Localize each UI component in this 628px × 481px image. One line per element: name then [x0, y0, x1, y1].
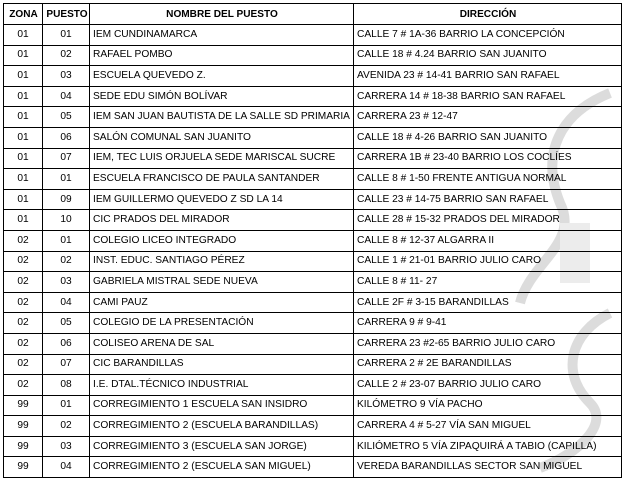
cell-nombre-text: ESCUELA FRANCISCO DE PAULA SANTANDER — [93, 172, 320, 184]
table-row — [4, 107, 622, 128]
cell-zona: 01 — [4, 66, 43, 87]
cell-direccion-text: CARRERA 1B # 23-40 BARRIO LOS COCLÍES — [357, 152, 572, 164]
cell-nombre — [90, 45, 354, 66]
cell-nombre-text: IEM CUNDINAMARCA — [93, 28, 198, 40]
cell-puesto: 01 — [43, 395, 90, 416]
table-row — [4, 66, 622, 87]
cell-direccion — [354, 457, 622, 478]
cell-direccion — [354, 395, 622, 416]
cell-nombre-text: IEM SAN JUAN BAUTISTA DE LA SALLE SD PRIMARIA — [93, 111, 350, 123]
table-row — [4, 292, 622, 313]
cell-direccion-text: CARRERA 2 # 2E BARANDILLAS — [357, 358, 512, 370]
cell-nombre-text: CORREGIMIENTO 2 (ESCUELA BARANDILLAS) — [93, 420, 319, 432]
cell-nombre — [90, 272, 354, 293]
cell-puesto: 04 — [43, 86, 90, 107]
cell-direccion-text: CALLE 2F # 3-15 BARANDILLAS — [357, 296, 509, 308]
cell-direccion — [354, 251, 622, 272]
table-row — [4, 375, 622, 396]
cell-nombre — [90, 189, 354, 210]
cell-puesto: 04 — [43, 457, 90, 478]
cell-puesto: 07 — [43, 354, 90, 375]
cell-puesto: 05 — [43, 313, 90, 334]
cell-zona: 02 — [4, 313, 43, 334]
cell-puesto: 05 — [43, 107, 90, 128]
cell-puesto: 09 — [43, 189, 90, 210]
cell-puesto: 03 — [43, 436, 90, 457]
cell-direccion-text: CALLE 7 # 1A-36 BARRIO LA CONCEPCIÓN — [357, 28, 565, 40]
cell-zona: 01 — [4, 210, 43, 231]
cell-nombre — [90, 333, 354, 354]
header-puesto: PUESTO — [43, 4, 88, 25]
polling-places-table — [3, 3, 622, 478]
table-row — [4, 210, 622, 231]
table-row — [4, 457, 622, 478]
cell-zona: 01 — [4, 148, 43, 169]
cell-direccion-text: CALLE 8 # 11- 27 — [357, 275, 438, 287]
table-row — [4, 169, 622, 190]
cell-puesto: 10 — [43, 210, 90, 231]
cell-nombre — [90, 148, 354, 169]
cell-puesto: 08 — [43, 375, 90, 396]
table-row — [4, 251, 622, 272]
cell-nombre — [90, 436, 354, 457]
table-row — [4, 127, 622, 148]
cell-nombre-text: COLISEO ARENA DE SAL — [93, 337, 215, 349]
cell-direccion — [354, 313, 622, 334]
cell-nombre — [90, 354, 354, 375]
cell-nombre — [90, 375, 354, 396]
table-row — [4, 189, 622, 210]
cell-direccion-text: CARRERA 23 # 12-47 — [357, 111, 458, 123]
cell-nombre-text: ESCUELA QUEVEDO Z. — [93, 69, 206, 81]
cell-direccion — [354, 416, 622, 437]
cell-direccion-text: CALLE 18 # 4.24 BARRIO SAN JUANITO — [357, 49, 547, 61]
cell-nombre-text: CORREGIMIENTO 2 (ESCUELA SAN MIGUEL) — [93, 461, 311, 473]
cell-nombre-text: CORREGIMIENTO 1 ESCUELA SAN INSIDRO — [93, 399, 308, 411]
cell-direccion — [354, 86, 622, 107]
cell-puesto: 03 — [43, 272, 90, 293]
cell-nombre — [90, 86, 354, 107]
cell-nombre-text: SALÓN COMUNAL SAN JUANITO — [93, 131, 251, 143]
cell-direccion-text: CARRERA 4 # 5-27 VÍA SAN MIGUEL — [357, 420, 531, 432]
header-nombre: NOMBRE DEL PUESTO — [95, 4, 348, 25]
table-row — [4, 148, 622, 169]
table-row — [4, 416, 622, 437]
cell-direccion — [354, 127, 622, 148]
cell-zona: 02 — [4, 333, 43, 354]
cell-direccion — [354, 66, 622, 87]
cell-direccion-text: CARRERA 9 # 9-41 — [357, 317, 447, 329]
cell-puesto: 04 — [43, 292, 90, 313]
cell-direccion — [354, 375, 622, 396]
cell-nombre — [90, 66, 354, 87]
cell-nombre — [90, 230, 354, 251]
cell-nombre — [90, 395, 354, 416]
table-row — [4, 354, 622, 375]
cell-zona: 99 — [4, 416, 43, 437]
cell-nombre — [90, 210, 354, 231]
cell-zona: 99 — [4, 395, 43, 416]
cell-puesto: 01 — [43, 169, 90, 190]
cell-direccion-text: KILIÓMETRO 5 VÍA ZIPAQUIRÁ A TABIO (CAPILLA) — [357, 440, 597, 452]
cell-nombre-text: CORREGIMIENTO 3 (ESCUELA SAN JORGE) — [93, 440, 307, 452]
cell-nombre-text: RAFAEL POMBO — [93, 49, 173, 61]
cell-direccion — [354, 354, 622, 375]
cell-nombre-text: CIC BARANDILLAS — [93, 358, 184, 370]
table-row — [4, 25, 622, 46]
header-zona: ZONA — [4, 4, 41, 25]
cell-direccion — [354, 230, 622, 251]
cell-direccion — [354, 272, 622, 293]
cell-zona: 01 — [4, 189, 43, 210]
cell-direccion-text: KILÓMETRO 9 VÍA PACHO — [357, 399, 483, 411]
cell-zona: 02 — [4, 251, 43, 272]
cell-direccion-text: CALLE 28 # 15-32 PRADOS DEL MIRADOR — [357, 214, 560, 226]
cell-zona: 01 — [4, 45, 43, 66]
cell-zona: 01 — [4, 86, 43, 107]
cell-nombre-text: IEM GUILLERMO QUEVEDO Z SD LA 14 — [93, 193, 283, 205]
cell-direccion — [354, 45, 622, 66]
cell-nombre — [90, 416, 354, 437]
cell-direccion — [354, 210, 622, 231]
cell-direccion — [354, 25, 622, 46]
cell-puesto: 07 — [43, 148, 90, 169]
table-row — [4, 436, 622, 457]
cell-nombre — [90, 313, 354, 334]
cell-direccion-text: VEREDA BARANDILLAS SECTOR SAN MIGUEL — [357, 461, 583, 473]
cell-nombre-text: I.E. DTAL.TÉCNICO INDUSTRIAL — [93, 378, 249, 390]
cell-puesto: 02 — [43, 251, 90, 272]
table-row — [4, 395, 622, 416]
table-row — [4, 45, 622, 66]
cell-zona: 01 — [4, 25, 43, 46]
cell-direccion — [354, 107, 622, 128]
cell-nombre-text: COLEGIO DE LA PRESENTACIÓN — [93, 317, 254, 329]
cell-nombre-text: IEM, TEC LUIS ORJUELA SEDE MARISCAL SUCRE — [93, 152, 336, 164]
cell-zona: 02 — [4, 230, 43, 251]
cell-puesto: 06 — [43, 127, 90, 148]
table-header-row — [4, 4, 622, 25]
cell-direccion-text: CALLE 2 # 23-07 BARRIO JULIO CARO — [357, 378, 542, 390]
cell-nombre — [90, 457, 354, 478]
cell-nombre — [90, 169, 354, 190]
cell-zona: 01 — [4, 127, 43, 148]
cell-puesto: 03 — [43, 66, 90, 87]
header-direccion: DIRECCIÓN — [359, 4, 616, 25]
cell-nombre — [90, 292, 354, 313]
cell-direccion-text: CALLE 1 # 21-01 BARRIO JULIO CARO — [357, 255, 542, 267]
cell-puesto: 06 — [43, 333, 90, 354]
table-row — [4, 313, 622, 334]
cell-zona: 02 — [4, 354, 43, 375]
cell-nombre — [90, 251, 354, 272]
cell-puesto: 01 — [43, 230, 90, 251]
cell-nombre-text: INST. EDUC. SANTIAGO PÉREZ — [93, 255, 245, 267]
cell-direccion-text: CALLE 23 # 14-75 BARRIO SAN RAFAEL — [357, 193, 549, 205]
cell-direccion-text: AVENIDA 23 # 14-41 BARRIO SAN RAFAEL — [357, 69, 560, 81]
cell-zona: 02 — [4, 375, 43, 396]
cell-direccion — [354, 292, 622, 313]
cell-puesto: 02 — [43, 416, 90, 437]
cell-nombre — [90, 127, 354, 148]
cell-direccion-text: CALLE 8 # 1-50 FRENTE ANTIGUA NORMAL — [357, 172, 567, 184]
cell-direccion — [354, 333, 622, 354]
cell-direccion — [354, 189, 622, 210]
document-page — [0, 3, 628, 479]
cell-nombre-text: COLEGIO LICEO INTEGRADO — [93, 234, 237, 246]
table-row — [4, 333, 622, 354]
cell-direccion — [354, 436, 622, 457]
cell-zona: 01 — [4, 169, 43, 190]
cell-direccion-text: CARRERA 14 # 18-38 BARRIO SAN RAFAEL — [357, 90, 566, 102]
table-row — [4, 230, 622, 251]
cell-nombre-text: GABRIELA MISTRAL SEDE NUEVA — [93, 275, 258, 287]
cell-zona: 02 — [4, 272, 43, 293]
cell-nombre-text: CIC PRADOS DEL MIRADOR — [93, 214, 230, 226]
cell-zona: 02 — [4, 292, 43, 313]
table-row — [4, 272, 622, 293]
cell-zona: 01 — [4, 107, 43, 128]
cell-zona: 99 — [4, 436, 43, 457]
cell-direccion-text: CALLE 18 # 4-26 BARRIO SAN JUANITO — [357, 131, 548, 143]
cell-nombre-text: SEDE EDU SIMÓN BOLÍVAR — [93, 90, 228, 102]
cell-nombre-text: CAMI PAUZ — [93, 296, 148, 308]
cell-nombre — [90, 25, 354, 46]
cell-direccion-text: CALLE 8 # 12-37 ALGARRA II — [357, 234, 495, 246]
cell-direccion — [354, 169, 622, 190]
cell-direccion-text: CARRERA 23 #2-65 BARRIO JULIO CARO — [357, 337, 556, 349]
table-row — [4, 86, 622, 107]
cell-nombre — [90, 107, 354, 128]
cell-zona: 99 — [4, 457, 43, 478]
cell-puesto: 01 — [43, 25, 90, 46]
cell-direccion — [354, 148, 622, 169]
cell-puesto: 02 — [43, 45, 90, 66]
